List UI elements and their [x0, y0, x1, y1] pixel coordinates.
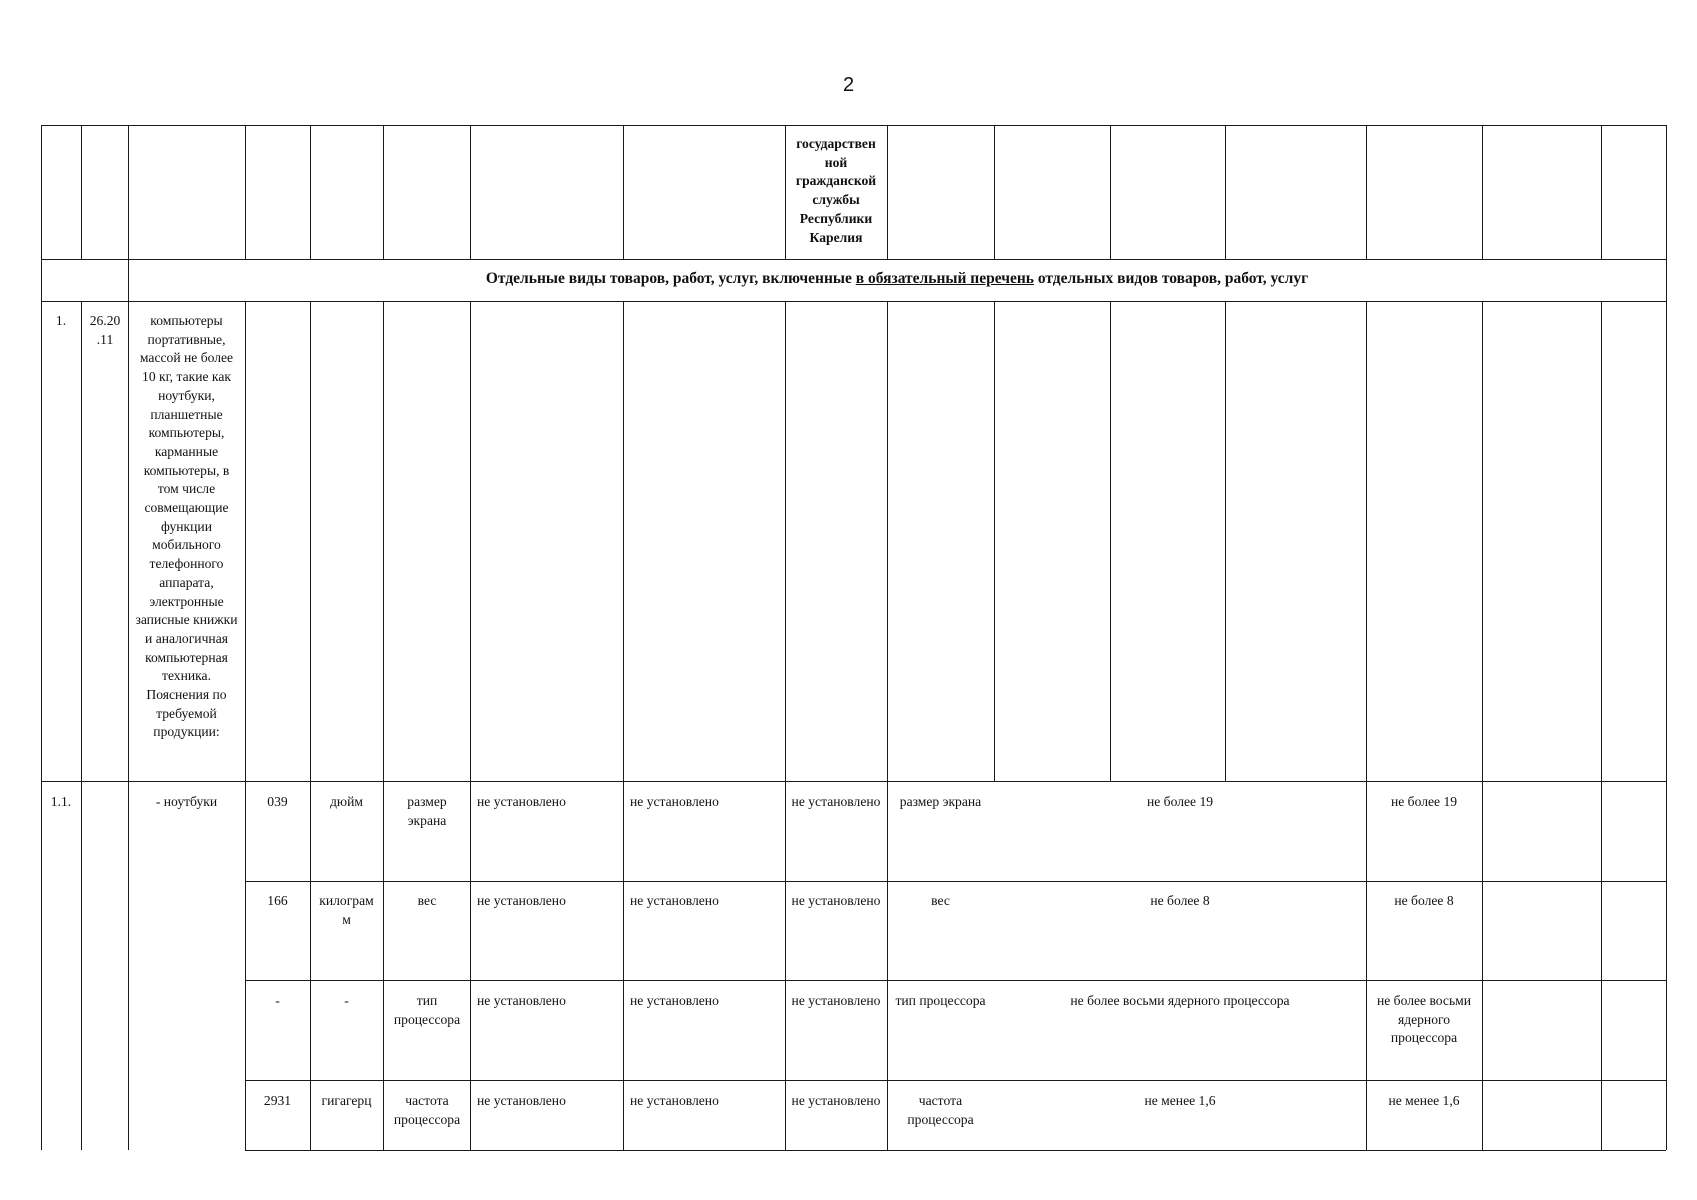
col-rule — [470, 301, 471, 1150]
row-2-bottom-rule — [245, 980, 1666, 981]
section-title-underlined: в обязательный перечень — [855, 270, 1034, 287]
col-rule — [623, 301, 624, 1150]
table-row-limit-2: не более 19 — [1390, 794, 1458, 809]
table-row-value-1: не установлено — [477, 1093, 566, 1108]
header-bottom-rule — [41, 259, 1666, 260]
table-row-characteristic: частота процессора — [393, 1093, 461, 1127]
col-rule — [1110, 301, 1111, 781]
col-rule — [1225, 125, 1226, 259]
page-number: 2 — [842, 74, 855, 96]
item-1-1-number: 1.1. — [50, 794, 72, 809]
table-row-okei-code: 2931 — [263, 1093, 292, 1108]
table-row-value-2: не установлено — [630, 1093, 719, 1108]
table-row-limit: не более восьми ядерного процессора — [1070, 993, 1290, 1008]
table-row-okei-code: 039 — [267, 794, 288, 809]
section-title-before: Отдельные виды товаров, работ, услуг, включенные — [485, 270, 856, 287]
table-row-okei-code: - — [275, 993, 280, 1008]
item-1-okpd-code: 26.20 .11 — [89, 313, 121, 347]
table-row-value-3: не установлено — [791, 794, 881, 809]
table-row-value-1: не установлено — [477, 993, 566, 1008]
col-rule — [785, 125, 786, 259]
table-row-characteristic: вес — [417, 893, 437, 908]
item-1-bottom-rule — [41, 781, 1666, 782]
col-rule — [1601, 125, 1602, 259]
table-row-characteristic: размер экрана — [407, 794, 447, 828]
table-row-value-1: не установлено — [477, 893, 566, 908]
table-row-limit-2: не более 8 — [1394, 893, 1454, 908]
table-row-characteristic: тип процессора — [393, 993, 461, 1027]
col-rule — [81, 125, 82, 259]
table-row-limit: не более 19 — [1146, 794, 1214, 809]
table-row-okei-code: 166 — [267, 893, 288, 908]
table-row-value-3: не установлено — [791, 993, 881, 1008]
item-1-name: компьютеры портативные, массой не более 10 кг, такие как ноутбуки, планшетные компьютеры, карманные компьютеры, в том числе совмещающие функции мобильного телефонного аппарата, электронные записные книжки и аналогичная компьютерная техника. Пояснения по требуемой продукции: — [135, 313, 238, 740]
table-row-value-3: не установлено — [791, 893, 881, 908]
table-row-unit: - — [344, 993, 349, 1008]
col-rule — [310, 301, 311, 1150]
table-row-characteristic-2: размер экрана — [899, 794, 982, 809]
col-rule — [245, 125, 246, 259]
col-rule — [81, 301, 82, 1150]
table-row-characteristic-2: вес — [931, 893, 950, 908]
section-title — [129, 270, 1665, 288]
col-rule — [1482, 301, 1483, 1150]
col-rule — [310, 125, 311, 259]
col-rule — [623, 125, 624, 259]
col-rule — [1601, 301, 1602, 1150]
col-rule — [470, 125, 471, 259]
row-3-bottom-rule — [245, 1080, 1666, 1081]
col-rule — [785, 301, 786, 1150]
col-rule — [994, 125, 995, 259]
col-rule — [1110, 125, 1111, 259]
table-row-unit: дюйм — [330, 794, 363, 809]
col-rule — [887, 125, 888, 259]
col-rule — [1666, 125, 1667, 1150]
col-rule — [383, 301, 384, 1150]
col-rule — [1366, 125, 1367, 259]
table-row-value-3: не установлено — [791, 1093, 881, 1108]
table-row-value-2: не установлено — [630, 993, 719, 1008]
table-row-unit: килограм м — [319, 893, 374, 927]
table-row-value-2: не установлено — [630, 794, 719, 809]
table-row-characteristic-2: частота процессора — [907, 1093, 974, 1127]
col-rule — [1482, 125, 1483, 259]
table-row-limit-2: не менее 1,6 — [1388, 1093, 1460, 1108]
col-rule — [245, 301, 246, 1150]
col-rule — [1225, 301, 1226, 781]
table-row-value-2: не установлено — [630, 893, 719, 908]
table-row-value-1: не установлено — [477, 794, 566, 809]
table-row-limit-2: не более восьми ядерного процессора — [1376, 993, 1472, 1046]
table-bottom-rule — [245, 1150, 1666, 1151]
header-civil-service-cell: государствен ной гражданской службы Республики Карелия — [795, 136, 877, 245]
row-1-bottom-rule — [245, 881, 1666, 882]
table-row-limit: не менее 1,6 — [1144, 1093, 1216, 1108]
col-rule — [887, 301, 888, 1150]
table-row-limit: не более 8 — [1150, 893, 1210, 908]
col-rule — [41, 125, 42, 1150]
item-1-number: 1. — [55, 313, 67, 328]
col-rule — [994, 301, 995, 781]
section-title-after: отдельных видов товаров, работ, услуг — [1033, 270, 1309, 287]
item-1-1-name: - ноутбуки — [155, 794, 218, 809]
table-row-characteristic-2: тип процессора — [895, 993, 986, 1008]
col-rule — [383, 125, 384, 259]
col-rule — [1366, 301, 1367, 1150]
table-border-top — [41, 125, 1666, 126]
section-title-bottom-rule — [41, 301, 1666, 302]
table-row-unit: гигагерц — [321, 1093, 372, 1108]
